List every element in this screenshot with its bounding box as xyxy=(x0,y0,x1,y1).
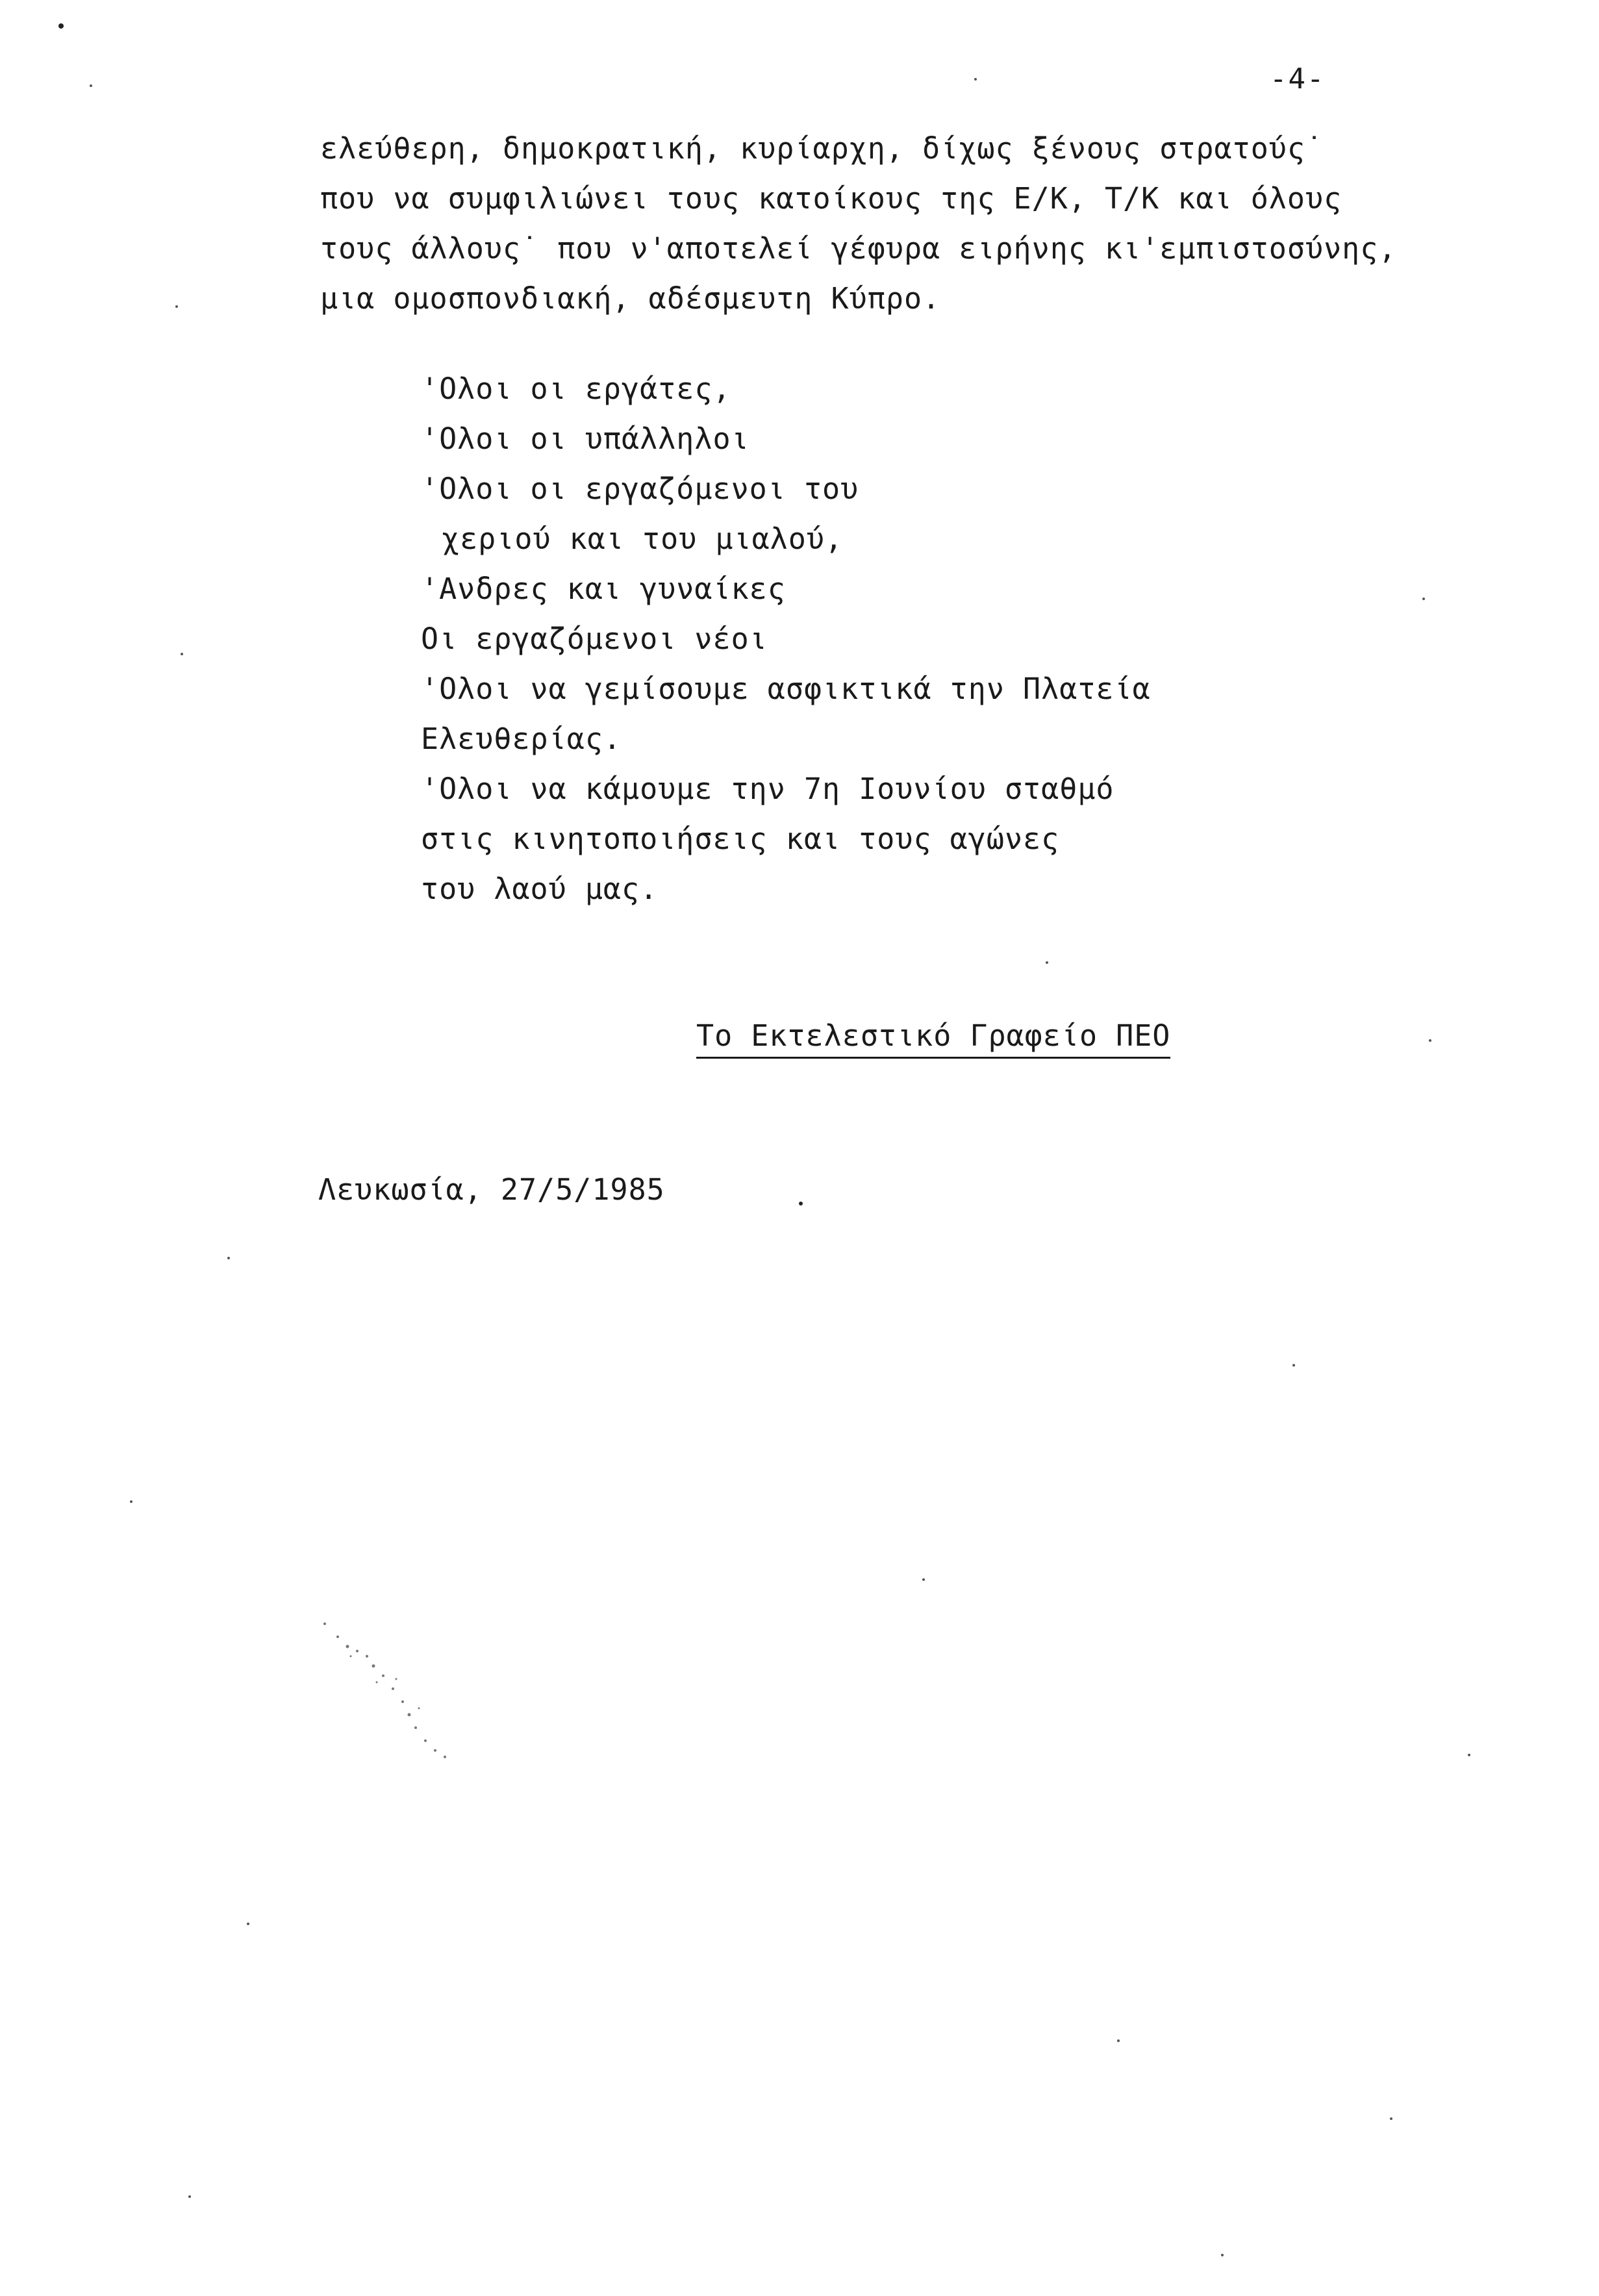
slogan-line: 'Ολοι οι υπάλληλοι xyxy=(421,422,749,456)
slogan-line: Ελευθερίας. xyxy=(421,722,622,756)
place-date: Λευκωσία, 27/5/1985 xyxy=(318,1172,665,1207)
slogan-line: του λαού μας. xyxy=(421,872,659,906)
slogan-line: χεριού και του μιαλού, xyxy=(442,522,844,556)
paragraph-line: μια ομοσπονδιακή, αδέσμευτη Κύπρο. xyxy=(320,281,941,316)
paragraph-line: ελεύθερη, δημοκρατική, κυρίαρχη, δίχως ξένους στρατούς˙ xyxy=(320,131,1324,166)
slogan-line: στις κινητοποιήσεις και τους αγώνες xyxy=(421,822,1060,856)
slogan-list xyxy=(421,364,1151,914)
slogan-line: 'Ολοι να κάμουμε την 7η Ιουνίου σταθμό xyxy=(421,772,1114,806)
paragraph-line: τους άλλους˙ που ν'αποτελεί γέφυρα ειρήνης κι'εμπιστοσύνης, xyxy=(320,231,1397,266)
slogan-line: 'Ολοι να γεμίσουμε ασφικτικά την Πλατεία xyxy=(421,672,1151,706)
paragraph-line: που να συμφιλιώνει τους κατοίκους της Ε/Κ, Τ/Κ και όλους xyxy=(320,181,1342,216)
slogan-line: 'Ολοι οι εργάτες, xyxy=(421,372,731,406)
page-number: -4- xyxy=(1270,62,1326,95)
slogan-line: 'Ανδρες και γυναίκες xyxy=(421,572,786,606)
scan-smudge xyxy=(312,1617,507,1812)
slogan-line: 'Ολοι οι εργαζόμενοι του xyxy=(421,472,859,506)
signature: Το Εκτελεστικό Γραφείο ΠΕΟ xyxy=(696,1018,1170,1059)
slogan-line: Οι εργαζόμενοι νέοι xyxy=(421,622,768,656)
body-paragraph xyxy=(320,123,1509,323)
